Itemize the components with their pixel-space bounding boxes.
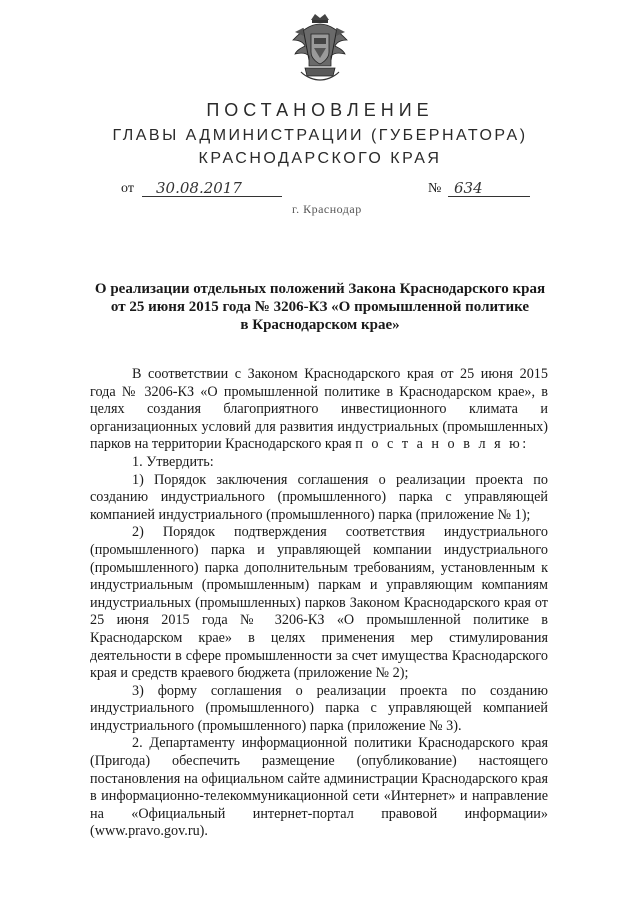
document-body bbox=[90, 366, 548, 841]
title-line: в Краснодарском крае» bbox=[240, 317, 400, 333]
item-1-1-paragraph: 1) Порядок заключения соглашения о реализации проекта по созданию индустриального (промышленного) парка с управляющей компанией индустриального (промышленного) парка (приложение № 1); bbox=[90, 471, 548, 523]
region-heading: КРАСНОДАРСКОГО КРАЯ bbox=[198, 150, 442, 167]
item-1-3-paragraph: 3) форму соглашения о реализации проекта по созданию индустриального (промышленного) парка с управляющей компанией индустриального (промышленного) парка (приложение № 3). bbox=[90, 682, 548, 734]
document-type-heading: ПОСТАНОВЛЕНИЕ bbox=[206, 100, 434, 120]
date-value: 30.08.2017 bbox=[156, 179, 242, 197]
item-1-heading: 1. Утвердить: bbox=[132, 453, 214, 470]
item-1-2-paragraph: 2) Порядок подтверждения соответствия индустриального (промышленного) парка и управляющей компании индустриального (промышленного) парка дополнительным требованиям, установленным к индустриальным (промышленным) паркам и управляющим компаниям индустриальных (промышленных) парков Законом Краснодарского края от 25 июня 2015 года № 3206-КЗ «О промышленной политике в Краснодарском крае» в целях применения мер стимулирования деятельности в сфере промышленности за счет имущества Краснодарского края и средств краевого бюджета (приложение № 2); bbox=[90, 524, 548, 682]
city-label: г. Краснодар bbox=[292, 202, 362, 216]
preamble-text: В соответствии с Законом Краснодарского края от 25 июня 2015 года № 3206-КЗ «О промышленной политике в Краснодарском крае», в целях создания благоприятного инвестиционного климата и организационных условий для развития индустриальных (промышленных) парков на территории Краснодарского края bbox=[90, 366, 548, 453]
document-title bbox=[90, 280, 550, 334]
preamble-paragraph bbox=[90, 366, 548, 454]
resolution-word: п о с т а н о в л я ю: bbox=[355, 436, 529, 453]
date-label: от bbox=[121, 181, 134, 196]
issuer-heading: ГЛАВЫ АДМИНИСТРАЦИИ (ГУБЕРНАТОРА) bbox=[112, 127, 528, 144]
coat-of-arms-emblem bbox=[289, 10, 351, 82]
item-2-paragraph: 2. Департаменту информационной политики Краснодарского края (Пригода) обеспечить размещение (опубликование) настоящего постановления на официальном сайте администрации Краснодарского края в информационно-телекоммуникационной сети «Интернет» и направление на «Официальный интернет-портал правовой информации» (www.pravo.gov.ru). bbox=[90, 735, 548, 840]
title-line: от 25 июня 2015 года № 3206-КЗ «О промышленной политике bbox=[110, 299, 530, 315]
number-label: № bbox=[428, 181, 442, 196]
number-value: 634 bbox=[454, 179, 483, 197]
title-line: О реализации отдельных положений Закона Краснодарского края bbox=[94, 281, 546, 297]
